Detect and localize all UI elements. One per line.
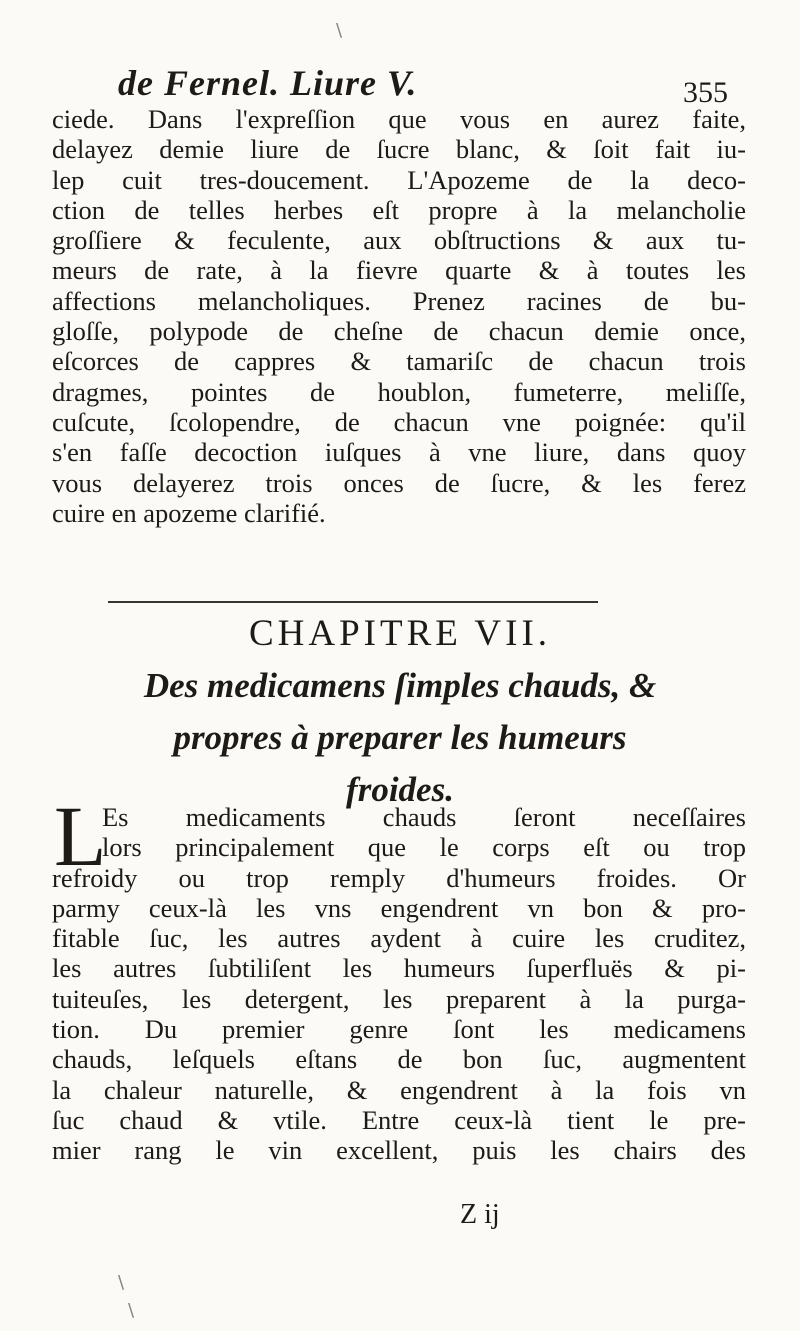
running-head: [118, 62, 728, 110]
text-line: ction de telles herbes eſt propre à la melancholie: [52, 194, 746, 225]
text-line: meurs de rate, à la fievre quarte & à toutes les: [52, 255, 746, 286]
text-line: gloſſe, polypode de cheſne de chacun demie once,: [52, 316, 746, 347]
chapter-rule: [108, 601, 598, 603]
text-line: ciede. Dans l'expreſſion que vous en aurez faite,: [52, 104, 746, 134]
page-number: 355: [683, 76, 728, 109]
body-paragraph: [52, 788, 746, 1166]
text-line: les autres ſubtiliſent les humeurs ſuperfluës & pi-: [52, 953, 746, 984]
text-line: tuiteuſes, les detergent, les preparent à la purga-: [52, 983, 746, 1014]
chapter-title-line: propres à preparer les humeurs: [173, 718, 627, 757]
text-line: s'en faſſe decoction iuſques à vne liure, dans quoy: [52, 437, 746, 468]
signature-mark: Z ij: [460, 1199, 500, 1230]
chapter-heading: CHAPITRE VII.: [248, 613, 552, 654]
text-line: Es medicaments chauds ſeront neceſſaires: [102, 802, 746, 832]
stray-mark: \: [118, 1272, 125, 1293]
text-line: dragmes, pointes de houblon, fumeterre, meliſſe,: [52, 376, 746, 407]
chapter-title-line: froides.: [346, 770, 454, 809]
running-title: de Fernel. Liure V.: [118, 63, 418, 103]
chapter-title-line: Des medicamens ſimples chauds, &: [143, 666, 657, 705]
text-line: parmy ceux-là les vns engendrent vn bon & pro-: [52, 892, 746, 923]
text-line: chauds, leſquels eſtans de bon ſuc, augmentent: [52, 1044, 746, 1075]
text-line: refroidy ou trop remply d'humeurs froides. Or: [52, 862, 746, 893]
text-line: fitable ſuc, les autres aydent à cuire les cruditez,: [52, 923, 746, 954]
text-line: eſcorces de cappres & tamariſc de chacun trois: [52, 346, 746, 377]
chapter-title: [90, 660, 710, 816]
stray-mark: \: [128, 1300, 135, 1321]
stray-mark: \: [336, 20, 343, 41]
text-line: delayez demie liure de ſucre blanc, & ſoit fait iu-: [52, 134, 746, 165]
top-paragraph: [52, 104, 746, 528]
text-line: mier rang le vin excellent, puis les chairs des: [52, 1135, 746, 1166]
text-line: lors principalement que le corps eſt ou trop: [102, 832, 746, 863]
text-line: vous delayerez trois onces de ſucre, & les ferez: [52, 467, 746, 498]
text-line: ſuc chaud & vtile. Entre ceux-là tient le pre-: [52, 1104, 746, 1135]
text-line: tion. Du premier genre ſont les medicamens: [52, 1014, 746, 1045]
text-line: groſſiere & feculente, aux obſtructions & aux tu-: [52, 225, 746, 256]
drop-cap: L: [54, 788, 107, 884]
text-line: cuſcute, ſcolopendre, de chacun vne poignée: qu'il: [52, 406, 746, 437]
text-line: lep cuit tres-doucement. L'Apozeme de la deco-: [52, 164, 746, 195]
text-line: affections melancholiques. Prenez racines de bu-: [52, 285, 746, 316]
text-line: cuire en apozeme clarifié.: [52, 497, 326, 528]
text-line: la chaleur naturelle, & engendrent à la fois vn: [52, 1074, 746, 1105]
